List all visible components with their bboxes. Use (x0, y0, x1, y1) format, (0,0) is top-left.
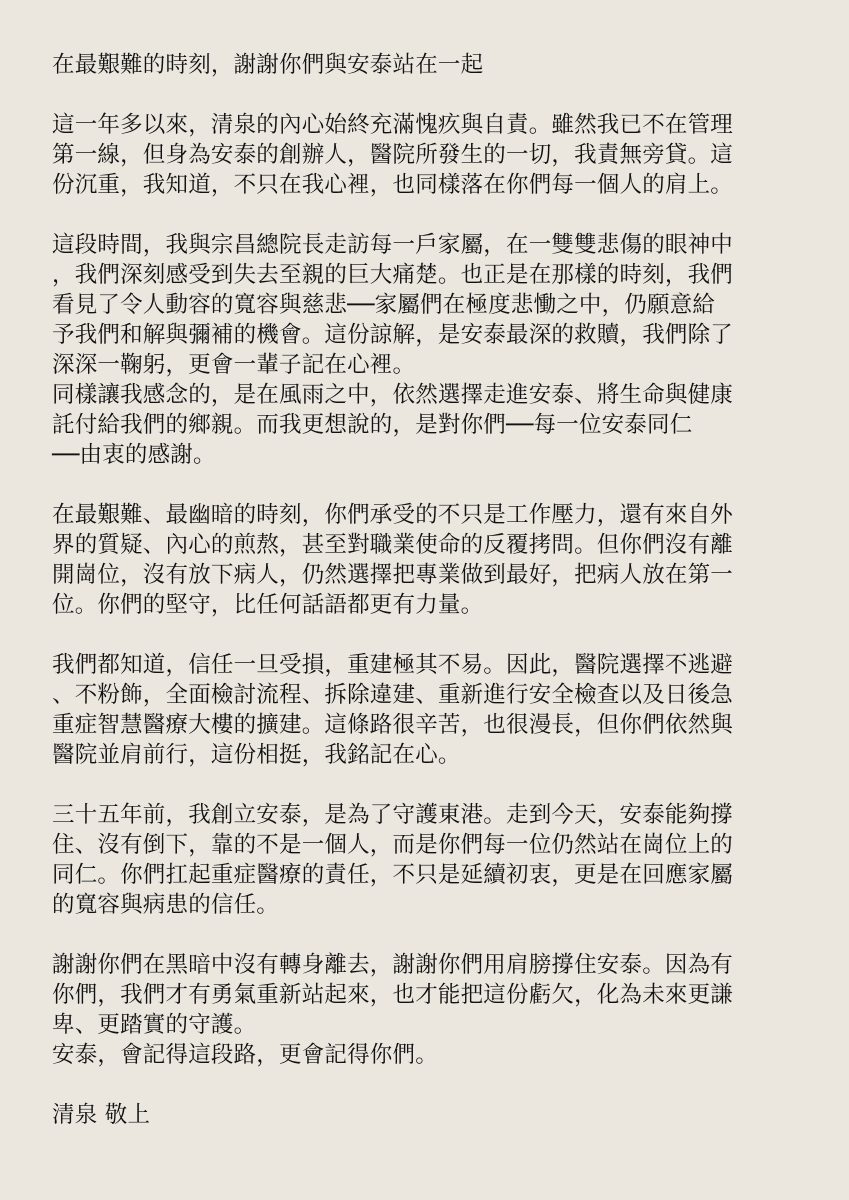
paragraph-line: 在最艱難、最幽暗的時刻，你們承受的不只是工作壓力，還有來自外 (52, 502, 734, 528)
paragraph-6 (52, 950, 805, 1070)
paragraph-line: 的寬容與病患的信任。 (52, 892, 280, 918)
paragraph-2 (52, 230, 805, 470)
paragraph-line: 予我們和解與彌補的機會。這份諒解，是安泰最深的救贖，我們除了 (52, 322, 734, 348)
letter-title: 在最艱難的時刻，謝謝你們與安泰站在一起 (52, 52, 484, 78)
paragraph-5 (52, 800, 805, 920)
paragraph-line: 第一線，但身為安泰的創辦人，醫院所發生的一切，我責無旁貸。這 (52, 142, 734, 168)
signature: 清泉 敬上 (52, 1102, 151, 1128)
paragraph-line: ──由衷的感謝。 (52, 442, 216, 468)
paragraph-line: 三十五年前，我創立安泰，是為了守護東港。走到今天，安泰能夠撐 (52, 802, 734, 828)
paragraph-line: 份沉重，我知道，不只在我心裡，也同樣落在你們每一個人的肩上。 (52, 172, 734, 198)
paragraph-gap (52, 80, 805, 110)
paragraph-line: 深深一鞠躬，更會一輩子記在心裡。 (52, 352, 416, 378)
paragraph-line: 、不粉飾，全面檢討流程、拆除違建、重新進行安全檢查以及日後急 (52, 682, 734, 708)
paragraph-gap (52, 470, 805, 500)
paragraph-line: 這一年多以來，清泉的內心始終充滿愧疚與自責。雖然我已不在管理 (52, 112, 734, 138)
paragraph-gap (52, 770, 805, 800)
paragraph-line: 住、沒有倒下，靠的不是一個人，而是你們每一位仍然站在崗位上的 (52, 832, 734, 858)
paragraph-gap (52, 620, 805, 650)
paragraph-gap (52, 1070, 805, 1100)
paragraph-line: 界的質疑、內心的煎熬，甚至對職業使命的反覆拷問。但你們沒有離 (52, 532, 734, 558)
paragraph-line: 看見了令人動容的寬容與慈悲──家屬們在極度悲慟之中，仍願意給 (52, 292, 716, 318)
paragraph-1 (52, 110, 805, 200)
paragraph-4 (52, 650, 805, 770)
paragraph-gap (52, 200, 805, 230)
paragraph-line: 同仁。你們扛起重症醫療的責任，不只是延續初衷，更是在回應家屬 (52, 862, 734, 888)
paragraph-line: 同樣讓我感念的，是在風雨之中，依然選擇走進安泰、將生命與健康 (52, 382, 734, 408)
paragraph-line: 託付給我們的鄉親。而我更想說的，是對你們──每一位安泰同仁 (52, 412, 693, 438)
paragraph-line: 重症智慧醫療大樓的擴建。這條路很辛苦，也很漫長，但你們依然與 (52, 712, 734, 738)
paragraph-line: 我們都知道，信任一旦受損，重建極其不易。因此，醫院選擇不逃避 (52, 652, 734, 678)
paragraph-line: 醫院並肩前行，這份相挺，我銘記在心。 (52, 742, 461, 768)
paragraph-line: 位。你們的堅守，比任何話語都更有力量。 (52, 592, 484, 618)
paragraph-line: 安泰，會記得這段路，更會記得你們。 (52, 1042, 438, 1068)
paragraph-line: 卑、更踏實的守護。 (52, 1012, 257, 1038)
paragraph-3 (52, 500, 805, 620)
paragraph-line: 你們，我們才有勇氣重新站起來，也才能把這份虧欠，化為未來更謙 (52, 982, 734, 1008)
paragraph-gap (52, 920, 805, 950)
paragraph-line: 這段時間，我與宗昌總院長走訪每一戶家屬，在一雙雙悲傷的眼神中 (52, 232, 734, 258)
paragraph-line: 開崗位，沒有放下病人，仍然選擇把專業做到最好，把病人放在第一 (52, 562, 734, 588)
paragraph-line: 謝謝你們在黑暗中沒有轉身離去，謝謝你們用肩膀撐住安泰。因為有 (52, 952, 734, 978)
paragraph-line: ，我們深刻感受到失去至親的巨大痛楚。也正是在那樣的時刻，我們 (52, 262, 734, 288)
